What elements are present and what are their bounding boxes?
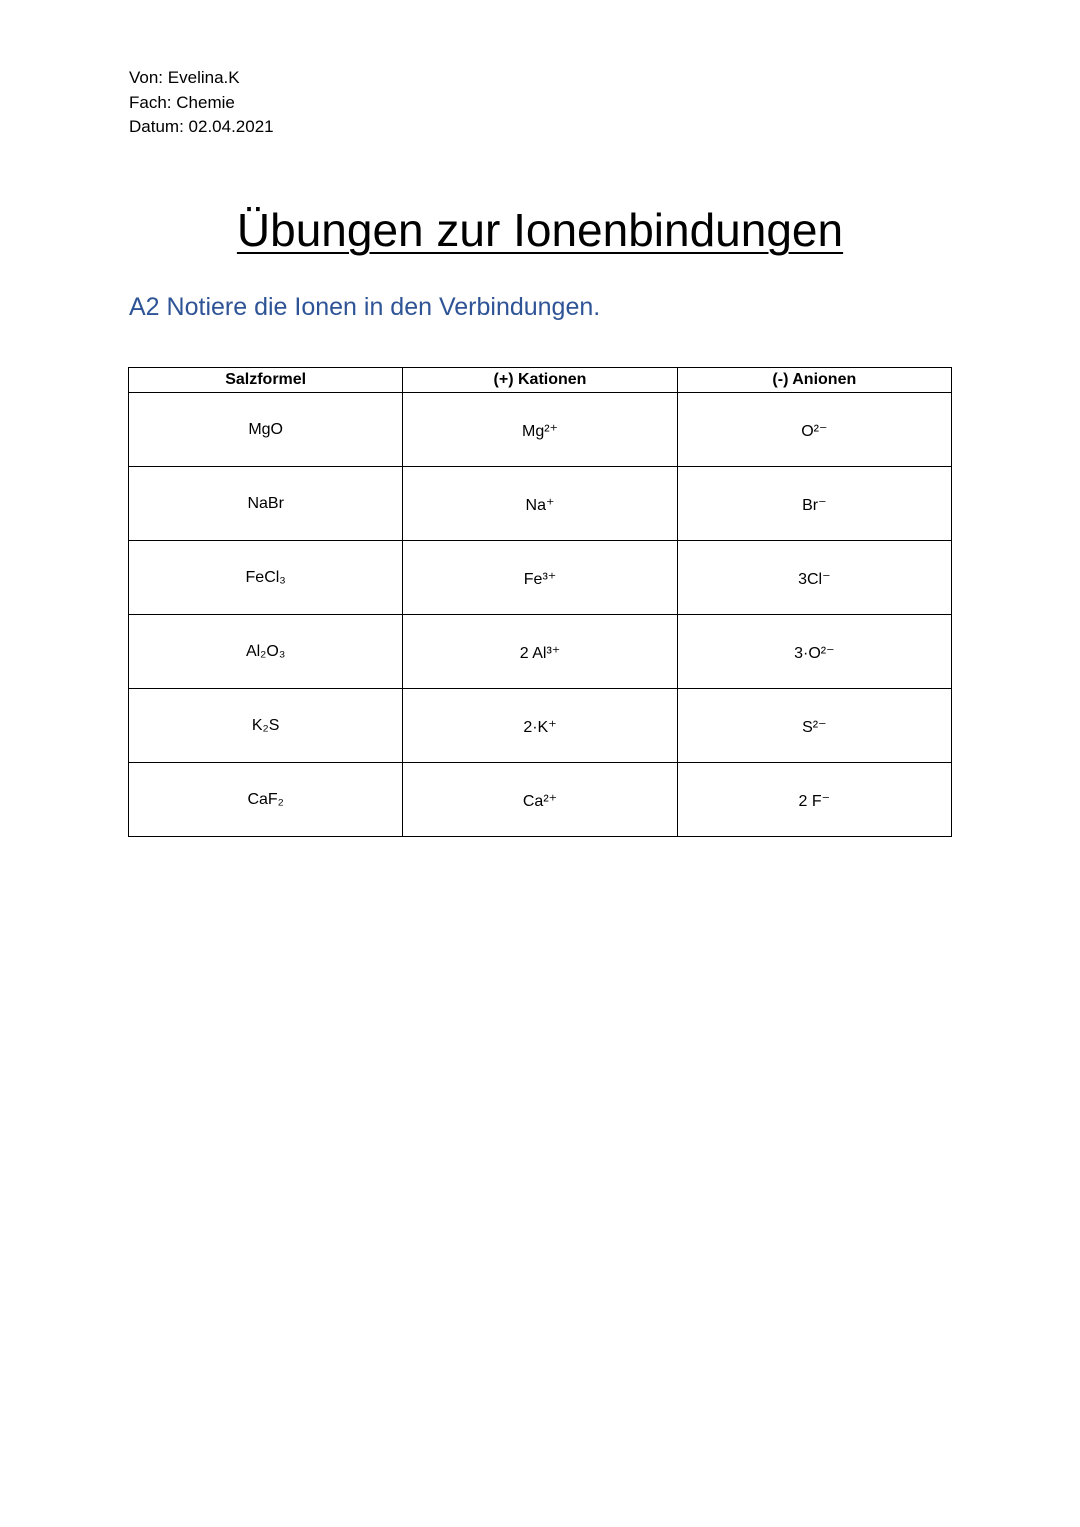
anion-cell: 3Cl⁻ <box>677 541 951 615</box>
column-header-cations: (+) Kationen <box>403 368 677 393</box>
salt-formula-cell: NaBr <box>129 467 403 541</box>
date-value: 02.04.2021 <box>188 117 274 136</box>
cation-cell: Na⁺ <box>403 467 677 541</box>
task-instruction <box>129 290 600 324</box>
anion-cell: S²⁻ <box>677 689 951 763</box>
cation-cell: 2·K⁺ <box>403 689 677 763</box>
salt-formula-cell: FeCl₃ <box>129 541 403 615</box>
anion-cell: Br⁻ <box>677 467 951 541</box>
task-text: Notiere die Ionen in den Verbindungen. <box>166 293 601 321</box>
cation-cell: Mg²⁺ <box>403 393 677 467</box>
cation-cell: Ca²⁺ <box>403 763 677 837</box>
table-row <box>129 393 952 467</box>
subject-value: Chemie <box>176 92 235 112</box>
salt-formula-cell: CaF₂ <box>129 763 403 837</box>
table-row <box>129 467 952 541</box>
date-line <box>129 115 274 140</box>
salt-formula-cell: MgO <box>129 393 403 467</box>
task-number: A2 <box>129 293 160 321</box>
table-row <box>129 541 952 615</box>
anion-cell: 3·O²⁻ <box>677 615 951 689</box>
salt-formula-cell: K₂S <box>129 689 403 763</box>
cation-cell: 2 Al³⁺ <box>403 615 677 689</box>
anion-cell: O²⁻ <box>677 393 951 467</box>
author-line <box>129 66 274 91</box>
document-header <box>129 66 274 140</box>
table-header-row <box>129 368 952 393</box>
column-header-salt-formula: Salzformel <box>129 368 403 393</box>
date-label: Datum: <box>129 117 184 136</box>
cation-cell: Fe³⁺ <box>403 541 677 615</box>
ions-table <box>128 367 952 837</box>
table-row <box>129 615 952 689</box>
table-row <box>129 763 952 837</box>
subject-label: Fach: <box>129 92 172 112</box>
page-title-container <box>0 200 1080 260</box>
salt-formula-cell: Al₂O₃ <box>129 615 403 689</box>
column-header-anions: (-) Anionen <box>677 368 951 393</box>
table-row <box>129 689 952 763</box>
author-value: Evelina.K <box>167 68 240 87</box>
author-label: Von: <box>129 68 164 87</box>
subject-line <box>129 91 274 116</box>
page-title: Übungen zur Ionenbindungen <box>236 204 844 256</box>
anion-cell: 2 F⁻ <box>677 763 951 837</box>
